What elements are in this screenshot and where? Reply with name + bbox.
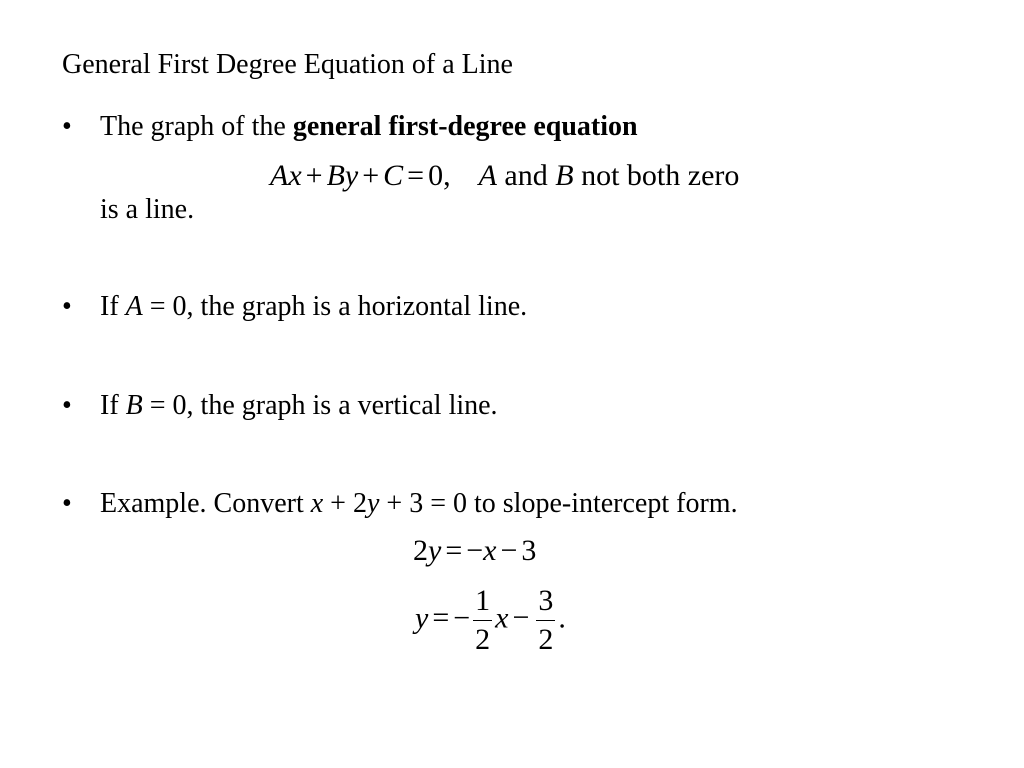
- fraction-2-denominator: 2: [538, 623, 554, 656]
- step-1-var-x: x: [483, 534, 497, 567]
- step-2-var-x: x: [495, 601, 509, 635]
- bullet-marker-1: •: [62, 111, 72, 142]
- step-1-coef: 2: [413, 534, 428, 567]
- fraction-2-numerator: 3: [538, 584, 554, 617]
- eq-cond-rest: not both zero: [573, 159, 740, 192]
- bullet-4-var-x: x: [310, 488, 324, 519]
- step-1-neg: −: [466, 534, 484, 567]
- eq-var-B: B: [326, 159, 345, 192]
- step-1-equals: =: [445, 534, 463, 567]
- step-1-var-y: y: [428, 534, 442, 567]
- bullet-2-rest: = 0, the graph is a horizontal line.: [142, 291, 528, 322]
- bullet-4-mid-2: + 3 = 0 to slope-intercept form.: [379, 488, 738, 519]
- bullet-4-text: [100, 487, 738, 521]
- eq-zero: 0,: [428, 159, 451, 192]
- bullet-4-mid-1: + 2: [323, 488, 367, 519]
- fraction-2-bar: [536, 620, 555, 621]
- fraction-one-half: [473, 584, 492, 657]
- eq-var-A: A: [270, 159, 289, 192]
- step-2-var-y: y: [415, 601, 429, 635]
- eq-var-x: x: [288, 159, 302, 192]
- general-equation: [270, 158, 739, 194]
- eq-cond-B: B: [555, 159, 574, 192]
- eq-equals: =: [407, 159, 425, 192]
- eq-plus-2: +: [362, 159, 380, 192]
- eq-var-C: C: [383, 159, 404, 192]
- bullet-3-if: If: [100, 390, 126, 421]
- bullet-3-text: [100, 389, 498, 423]
- bullet-1-prefix: The graph of the: [100, 111, 293, 142]
- bullet-3-var: B: [125, 390, 143, 421]
- bullet-1-bold-term: general first-degree equation: [292, 111, 638, 142]
- step-2-minus: −: [512, 601, 530, 635]
- bullet-1-suffix: is a line.: [100, 194, 195, 225]
- fraction-1-bar: [473, 620, 492, 621]
- eq-var-y: y: [344, 159, 359, 192]
- fraction-1-numerator: 1: [475, 584, 491, 617]
- fraction-three-halves: [536, 584, 555, 657]
- fraction-1-denominator: 2: [475, 623, 491, 656]
- bullet-marker-4: •: [62, 488, 72, 519]
- solution-step-2: [415, 584, 566, 657]
- slide-title: General First Degree Equation of a Line: [62, 49, 513, 80]
- bullet-2-text: [100, 290, 527, 324]
- bullet-3-rest: = 0, the graph is a vertical line.: [142, 390, 498, 421]
- eq-cond-and: and: [496, 159, 556, 192]
- eq-plus-1: +: [305, 159, 323, 192]
- step-2-neg: −: [453, 601, 471, 635]
- bullet-4-lead: Example. Convert: [100, 488, 311, 519]
- bullet-2-var: A: [125, 291, 143, 322]
- step-2-period: .: [558, 601, 566, 635]
- bullet-1-text: [100, 110, 638, 144]
- bullet-2-if: If: [100, 291, 126, 322]
- bullet-marker-3: •: [62, 390, 72, 421]
- solution-step-1: [413, 533, 536, 569]
- step-2-equals: =: [432, 601, 450, 635]
- step-1-minus: −: [500, 534, 518, 567]
- eq-cond-A: A: [478, 159, 497, 192]
- bullet-4-var-y: y: [366, 488, 380, 519]
- bullet-marker-2: •: [62, 291, 72, 322]
- step-1-const: 3: [521, 534, 537, 567]
